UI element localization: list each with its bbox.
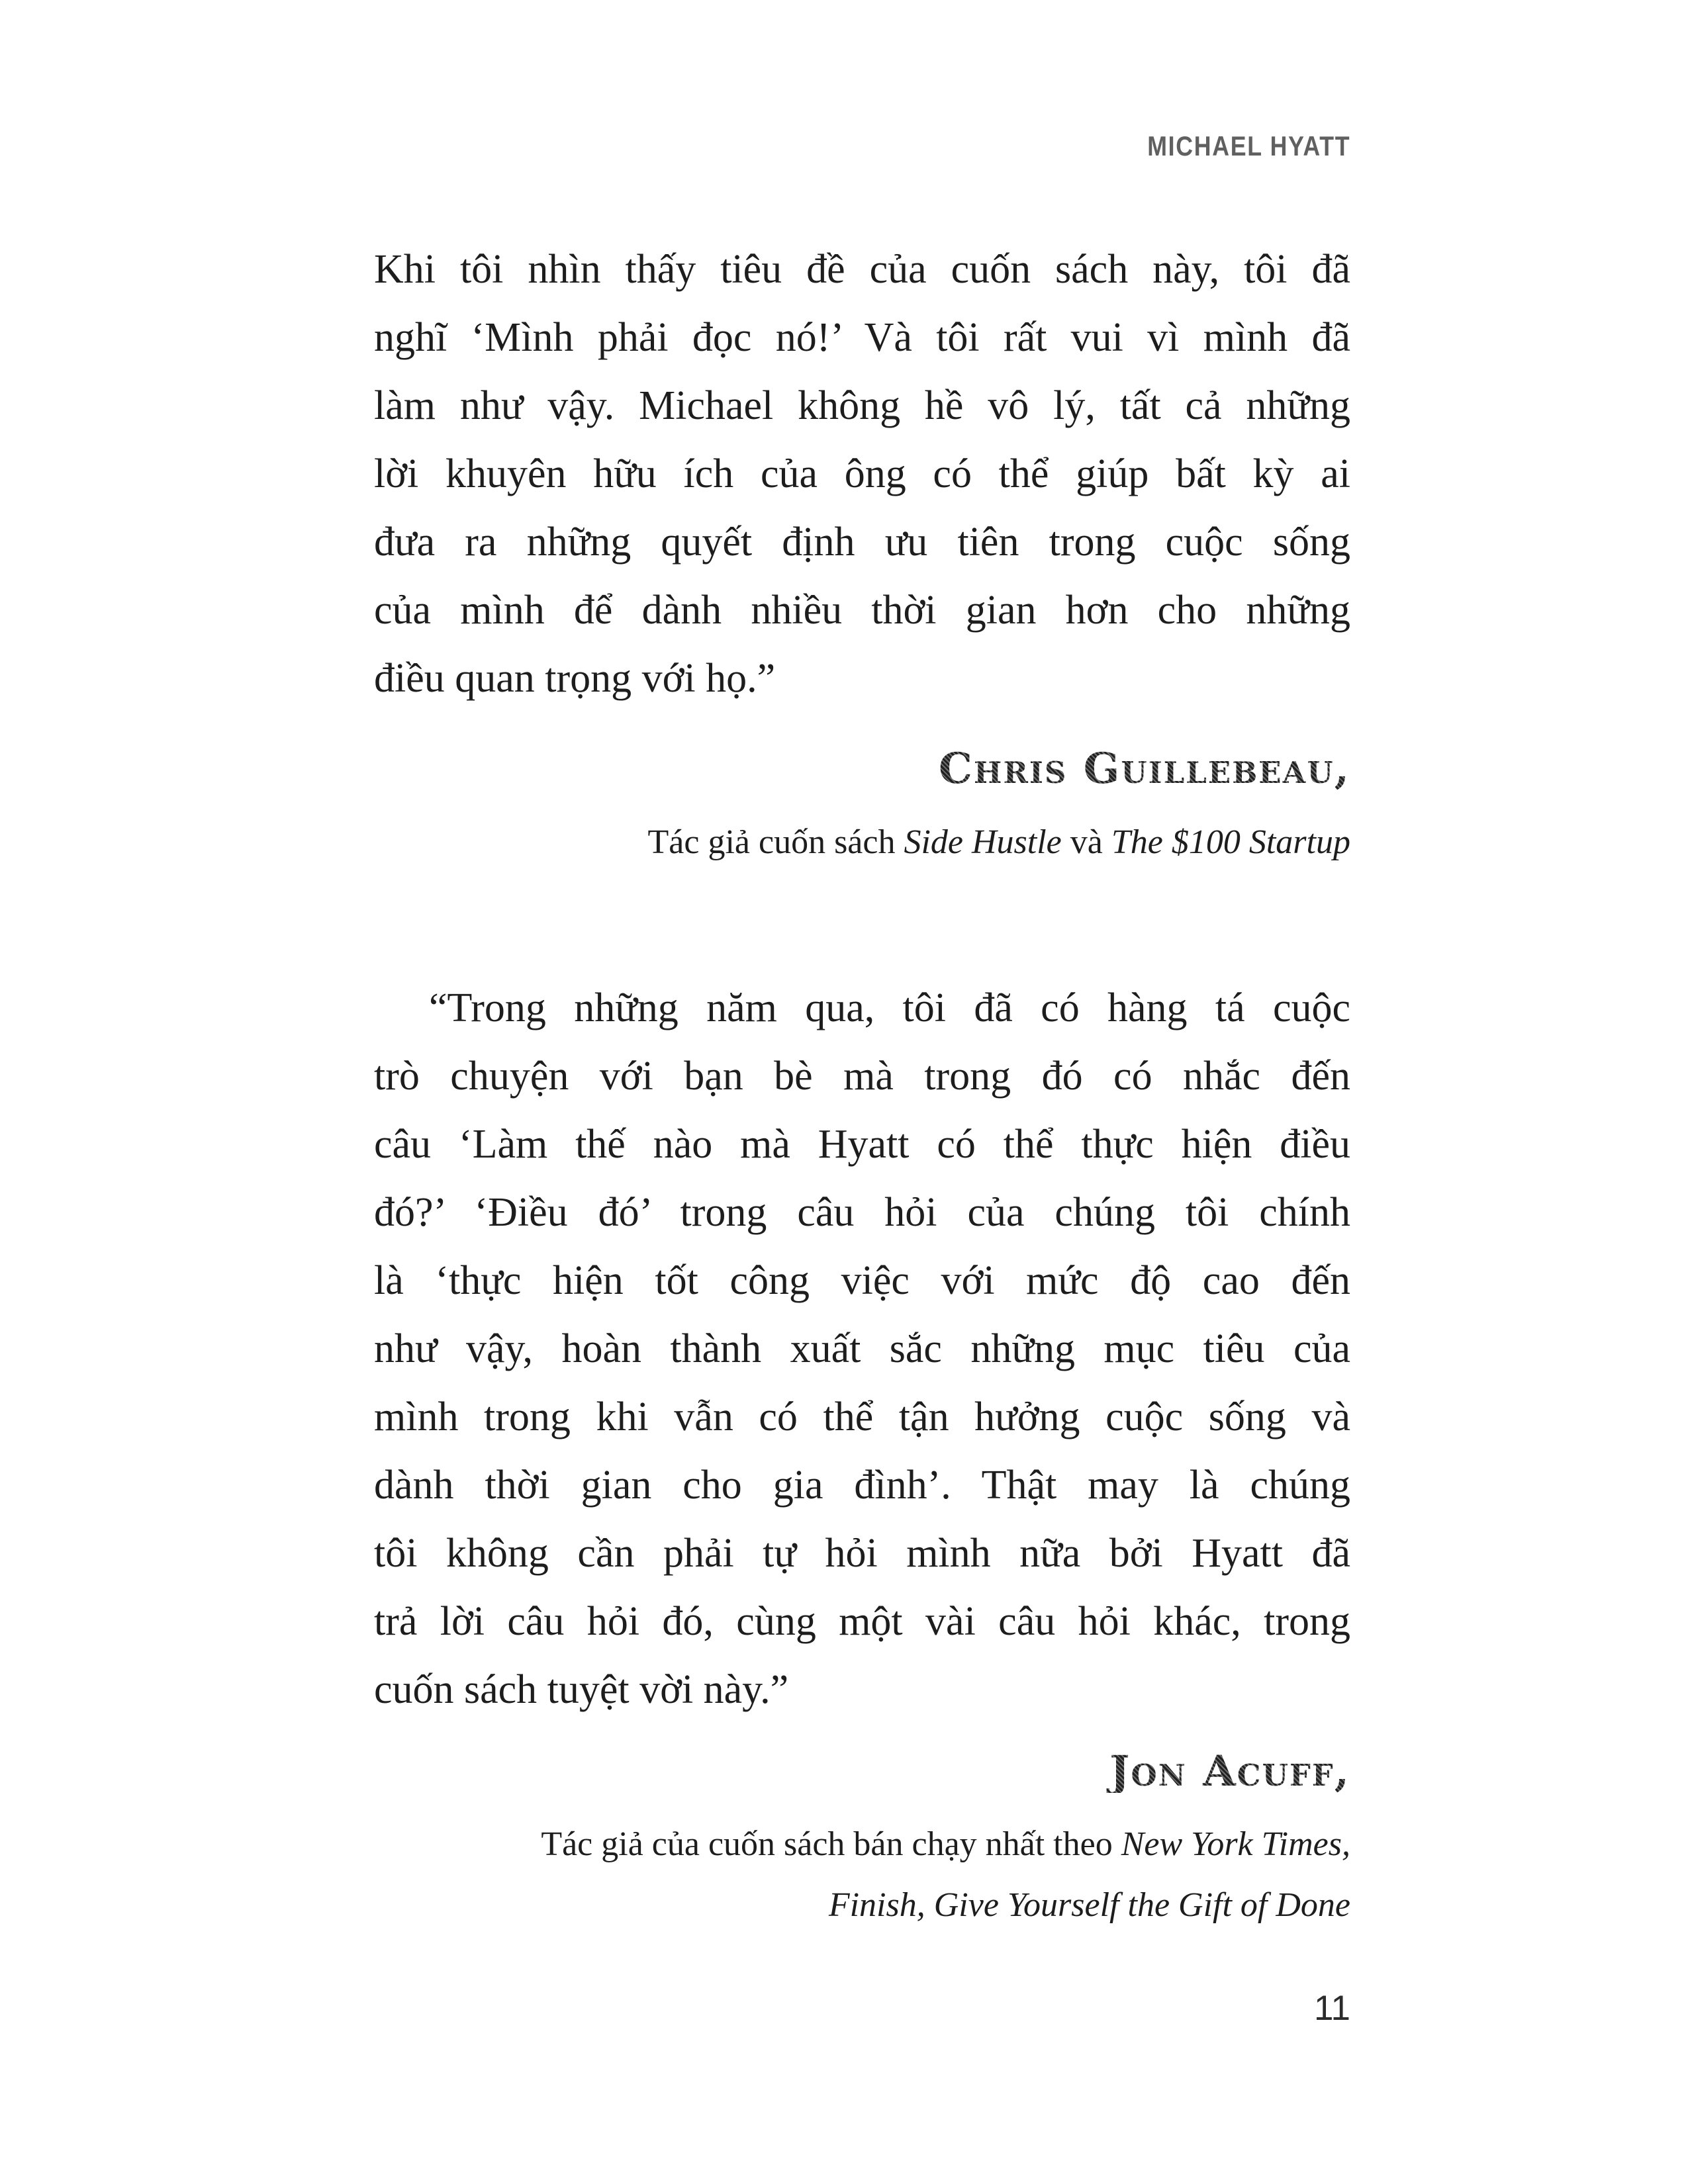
book-title: New York Times,	[1121, 1825, 1350, 1863]
quote-line: của mình để dành nhiều thời gian hơn cho những	[374, 588, 1350, 633]
quote-line: dành thời gian cho gia đình’. Thật may là chúng	[374, 1463, 1350, 1508]
testimonial-quote	[374, 236, 1350, 713]
quote-line: đó?’ ‘Điều đó’ trong câu hỏi của chúng tôi chính	[374, 1190, 1350, 1235]
quote-line: tôi không cần phải tự hỏi mình nữa bởi Hyatt đã	[374, 1531, 1350, 1576]
quote-line: mình trong khi vẫn có thể tận hưởng cuộc sống và	[374, 1394, 1350, 1439]
quote-line: trò chuyện với bạn bè mà trong đó có nhắc đến	[374, 1054, 1350, 1099]
quote-line: như vậy, hoàn thành xuất sắc những mục tiêu của	[374, 1326, 1350, 1371]
testimonial-quote	[374, 974, 1350, 1724]
quote-line: “Trong những năm qua, tôi đã có hàng tá cuộc	[429, 985, 1350, 1030]
quote-line: là ‘thực hiện tốt công việc với mức độ cao đến	[374, 1258, 1350, 1303]
quote-line: Khi tôi nhìn thấy tiêu đề của cuốn sách này, tôi đã	[374, 247, 1350, 292]
running-head-title: MICHAEL HYATT	[1147, 130, 1350, 161]
running-head	[374, 132, 1350, 160]
quote-line: cuốn sách tuyệt vời này.”	[374, 1667, 789, 1712]
attribution-name: Jon Acuff,	[374, 1751, 1350, 1793]
quote-line: điều quan trọng với họ.”	[374, 656, 776, 701]
book-title: The $100 Startup	[1111, 823, 1350, 861]
quote-line: nghĩ ‘Mình phải đọc nó!’ Và tôi rất vui vì mình đã	[374, 315, 1350, 360]
attribution-byline	[374, 1886, 1350, 1925]
quote-line: lời khuyên hữu ích của ông có thể giúp bất kỳ ai	[374, 451, 1350, 496]
quote-line: làm như vậy. Michael không hề vô lý, tất cả những	[374, 383, 1350, 428]
quote-line: câu ‘Làm thế nào mà Hyatt có thể thực hiện điều	[374, 1122, 1350, 1167]
quote-line: trả lời câu hỏi đó, cùng một vài câu hỏi khác, trong	[374, 1599, 1350, 1644]
byline-text: Tác giả của cuốn sách bán chạy nhất theo	[541, 1825, 1121, 1863]
book-title: Finish, Give Yourself the Gift of Done	[828, 1886, 1350, 1924]
book-title: Side Hustle	[904, 823, 1062, 861]
quote-line: đưa ra những quyết định ưu tiên trong cuộc sống	[374, 520, 1350, 565]
attribution-byline	[374, 823, 1350, 862]
byline-text: và	[1061, 823, 1111, 861]
byline-text: Tác giả cuốn sách	[647, 823, 904, 861]
attribution-byline	[374, 1825, 1350, 1864]
page-number: 11	[1313, 1989, 1350, 2028]
attribution-name: Chris Guillebeau,	[374, 748, 1350, 790]
